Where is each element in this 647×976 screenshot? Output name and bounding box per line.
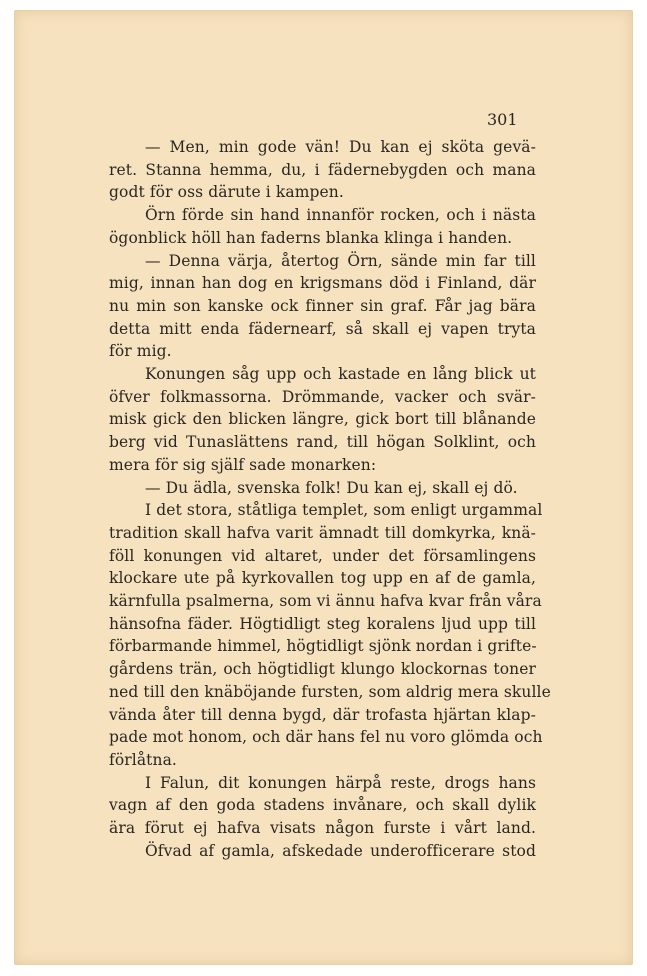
book-page bbox=[14, 10, 633, 965]
text-line: tradition skall hafva varit ämnadt till domkyrka, knä- bbox=[109, 523, 536, 542]
text-line: klockare ute på kyrkovallen tog upp en af de gamla, bbox=[109, 569, 536, 588]
text-line: ret. Stanna hemma, du, i fädernebygden och mana bbox=[109, 160, 536, 179]
body-text bbox=[109, 136, 551, 863]
text-line: — Denna värja, återtog Örn, sände min far till bbox=[145, 251, 536, 270]
text-line: detta mitt enda fädernearf, så skall ej vapen tryta bbox=[109, 319, 536, 338]
text-line: nu min son kanske ock finner sin graf. Får jag bära bbox=[109, 296, 536, 315]
text-line: ned till den knäböjande fursten, som aldrig mera skulle bbox=[109, 682, 551, 701]
text-line: öfver folkmassorna. Drömmande, vacker och svär- bbox=[109, 387, 536, 406]
text-line: Örn förde sin hand innanför rocken, och i nästa bbox=[145, 206, 536, 225]
text-line: Konungen såg upp och kastade en lång blick ut bbox=[145, 365, 536, 384]
text-line: kärnfulla psalmerna, som vi ännu hafva kvar från våra bbox=[109, 592, 542, 611]
text-line: berg vid Tunaslättens rand, till högan Solklint, och bbox=[109, 433, 536, 452]
text-line: förbarmande himmel, högtidligt sjönk nordan i grifte- bbox=[109, 637, 537, 656]
text-line: gårdens trän, och högtidligt klungo klockornas toner bbox=[109, 660, 536, 679]
page-number: 301 bbox=[487, 110, 518, 129]
text-line: hänsofna fäder. Högtidligt steg koralens ljud upp till bbox=[109, 614, 536, 633]
text-line: ära förut ej hafva visats någon furste i vårt land. bbox=[109, 819, 536, 838]
text-line: vända åter till denna bygd, där trofasta hjärtan klap- bbox=[109, 705, 536, 724]
text-line: I det stora, ståtliga templet, som enligt urgammal bbox=[145, 501, 543, 520]
text-line: vagn af den goda stadens invånare, och skall dylik bbox=[109, 796, 536, 815]
text-line: mera för sig själf sade monarken: bbox=[109, 455, 377, 474]
text-line: mig, innan han dog en krigsmans död i Finland, där bbox=[109, 274, 536, 293]
text-line: I Falun, dit konungen härpå reste, drogs hans bbox=[145, 773, 536, 792]
text-line: — Du ädla, svenska folk! Du kan ej, skall ej dö. bbox=[145, 478, 518, 497]
text-line: föll konungen vid altaret, under det församlingens bbox=[109, 546, 536, 565]
text-line: ögonblick höll han faderns blanka klinga i handen. bbox=[109, 228, 513, 247]
text-line: förlåtna. bbox=[109, 750, 177, 769]
text-line: för mig. bbox=[109, 342, 172, 361]
text-line: godt för oss därute i kampen. bbox=[109, 183, 344, 202]
text-line: pade mot honom, och där hans fel nu voro glömda och bbox=[109, 728, 543, 747]
text-line: Öfvad af gamla, afskedade underofficerare stod bbox=[145, 841, 536, 860]
text-line: — Men, min gode vän! Du kan ej sköta gevä- bbox=[145, 138, 536, 156]
text-line: misk gick den blicken längre, gick bort till blånande bbox=[109, 410, 536, 429]
